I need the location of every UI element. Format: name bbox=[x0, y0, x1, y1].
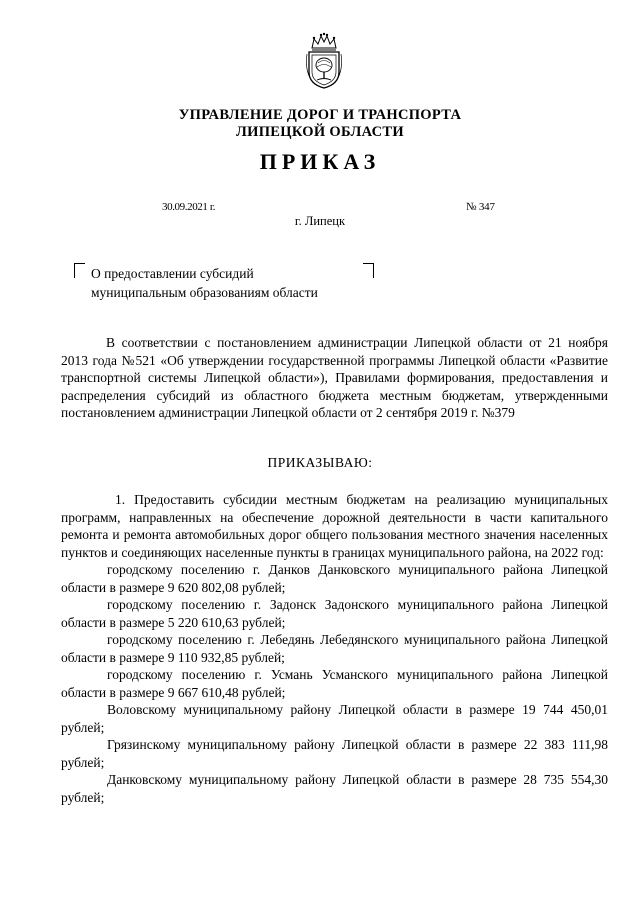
subject-line-2: муниципальным образованиям области bbox=[91, 285, 318, 300]
organization-name-line-1: УПРАВЛЕНИЕ ДОРОГ И ТРАНСПОРТА bbox=[178, 107, 462, 123]
recipient-item: Данковскому муниципальному району Липецкой области в размере 28 735 554,30 рублей; bbox=[61, 772, 608, 805]
recipient-item: Воловскому муниципальному району Липецкой области в размере 19 744 450,01 рублей; bbox=[61, 702, 608, 735]
order-item-1 bbox=[61, 491, 608, 806]
order-item-1-number: 1. bbox=[115, 492, 126, 507]
recipient-item: городскому поселению г. Данков Данковского муниципального района Липецкой области в размере 9 620 802,08 рублей; bbox=[61, 562, 608, 595]
order-item-1-text bbox=[61, 491, 608, 561]
subject-bracket-right bbox=[363, 263, 374, 278]
recipient-item: городскому поселению г. Задонск Задонского муниципального района Липецкой области в размере 5 220 610,63 рублей; bbox=[61, 597, 608, 630]
preamble-text: В соответствии с постановлением администрации Липецкой области от 21 ноября 2013 года №521 «Об утверждении государственной программы Липецкой области «Развитие транспортной системы Липецкой области»), Правилами формирования, предоставления и распределения субсидий из областного бюджета местным бюджетам, утвержденными постановлением администрации Липецкой области от 2 сентября 2019 г. №379 bbox=[61, 335, 608, 420]
recipient-item: городскому поселению г. Лебедянь Лебедянского муниципального района Липецкой области в размере 9 110 932,85 рублей; bbox=[61, 632, 608, 665]
document-subject bbox=[91, 264, 318, 302]
document-city: г. Липецк bbox=[294, 214, 346, 228]
preamble-block bbox=[61, 334, 608, 422]
document-date: 30.09.2021 г. bbox=[162, 201, 216, 213]
order-keyword: ПРИКАЗЫВАЮ: bbox=[267, 455, 373, 470]
coat-of-arms-icon bbox=[304, 32, 344, 90]
recipient-item: городскому поселению г. Усмань Усманского муниципального района Липецкой области в размере 9 667 610,48 рублей; bbox=[61, 667, 608, 700]
recipient-item: Грязинскому муниципальному району Липецкой области в размере 22 383 111,98 рублей; bbox=[61, 737, 608, 770]
document-number: № 347 bbox=[466, 201, 495, 213]
order-item-1-body: Предоставить субсидии местным бюджетам на реализацию муниципальных программ, направленных на обеспечение дорожной деятельности в части капитального ремонта и ремонта автомобильных дорог общего пользования местного значения населенных пунктов и соединяющих населенные пункты в границах муниципального района, на 2022 год: bbox=[61, 492, 608, 560]
subject-line-1: О предоставлении субсидий bbox=[91, 266, 254, 281]
document-type-title: ПРИКАЗ bbox=[259, 149, 381, 174]
organization-name-line-2: ЛИПЕЦКОЙ ОБЛАСТИ bbox=[236, 124, 404, 140]
subject-bracket-left bbox=[74, 263, 85, 278]
